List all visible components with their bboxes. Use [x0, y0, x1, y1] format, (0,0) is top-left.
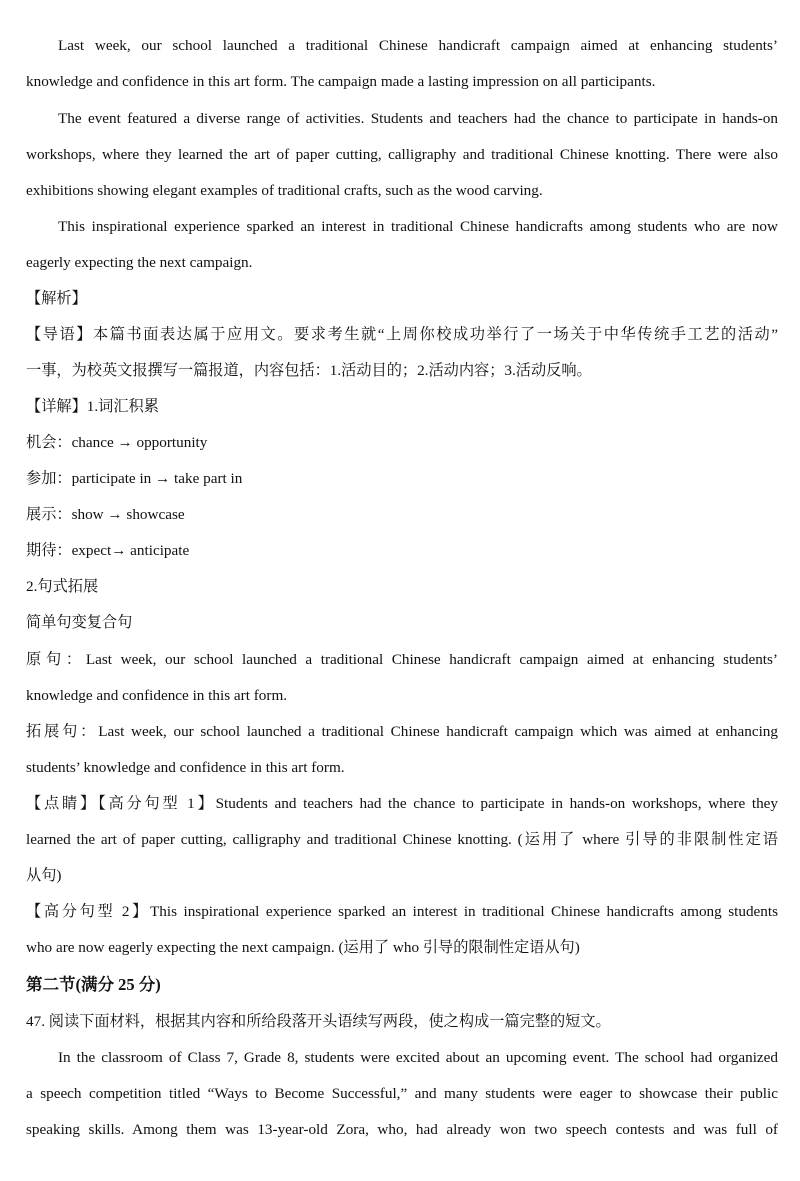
story-line: a speech competition titled “Ways to Become Successful,” and many students were eager to showcase their public — [26, 1085, 778, 1102]
essay-line: Last week, our school launched a traditional Chinese handicraft campaign aimed at enhancing students’ — [58, 37, 778, 54]
essay-line: eagerly expecting the next campaign. — [26, 254, 253, 271]
original-sentence-line: 原句：Last week, our school launched a traditional Chinese handicraft campaign aimed at enhancing students’ — [26, 651, 778, 668]
detail-heading: 【详解】1.词汇积累 — [26, 398, 159, 415]
essay-line: exhibitions showing elegant examples of traditional crafts, such as the wood carving. — [26, 182, 543, 199]
question-prompt: 47. 阅读下面材料，根据其内容和所给段落开头语续写两段，使之构成一篇完整的短文。 — [26, 1013, 611, 1030]
highlight-line: learned the art of paper cutting, calligraphy and traditional Chinese knotting. (运用了 where 引导的非限制性定语 — [26, 831, 778, 848]
original-sentence-line: knowledge and confidence in this art form. — [26, 687, 288, 704]
vocab-item: 机会：chance → opportunity — [26, 434, 208, 451]
sentence-expansion-heading: 2.句式拓展 — [26, 578, 99, 595]
vocab-item: 展示：show → showcase — [26, 506, 185, 523]
essay-line: knowledge and confidence in this art form. The campaign made a lasting impression on all participants. — [26, 73, 656, 90]
highlight-line: 【点睛】【高分句型 1】Students and teachers had the chance to participate in hands-on workshops, where they — [26, 795, 778, 812]
sentence-expansion-subheading: 简单句变复合句 — [26, 614, 133, 631]
section-heading: 第二节(满分 25 分) — [26, 975, 161, 994]
essay-line: This inspirational experience sparked an interest in traditional Chinese handicrafts among students who are now — [58, 218, 778, 235]
expanded-sentence-line: 拓展句：Last week, our school launched a traditional Chinese handicraft campaign which was aimed at enhancing — [26, 723, 778, 740]
story-line: speaking skills. Among them was 13-year-old Zora, who, had already won two speech contests and was full of — [26, 1121, 778, 1138]
analysis-label: 【解析】 — [26, 290, 87, 307]
vocab-item: 参加：participate in → take part in — [26, 470, 243, 487]
expanded-sentence-line: students’ knowledge and confidence in this art form. — [26, 759, 345, 776]
essay-line: workshops, where they learned the art of paper cutting, calligraphy and traditional Chinese knotting. There were also — [26, 146, 778, 163]
story-line: In the classroom of Class 7, Grade 8, students were excited about an upcoming event. The school had organized — [58, 1049, 778, 1066]
essay-line: The event featured a diverse range of activities. Students and teachers had the chance to participate in hands-on — [58, 110, 778, 127]
guide-line: 【导语】本篇书面表达属于应用文。要求考生就“上周你校成功举行了一场关于中华传统手工艺的活动” — [26, 326, 778, 343]
vocab-item: 期待：expect→ anticipate — [26, 542, 190, 559]
highlight-line: who are now eagerly expecting the next campaign. (运用了 who 引导的限制性定语从句) — [26, 939, 580, 956]
highlight-line: 从句) — [26, 867, 62, 884]
highlight-line: 【高分句型 2】This inspirational experience sparked an interest in traditional Chinese handicrafts among students — [26, 903, 778, 920]
guide-line: 一事，为校英文报撰写一篇报道，内容包括：1.活动目的；2.活动内容；3.活动反响。 — [26, 362, 592, 379]
